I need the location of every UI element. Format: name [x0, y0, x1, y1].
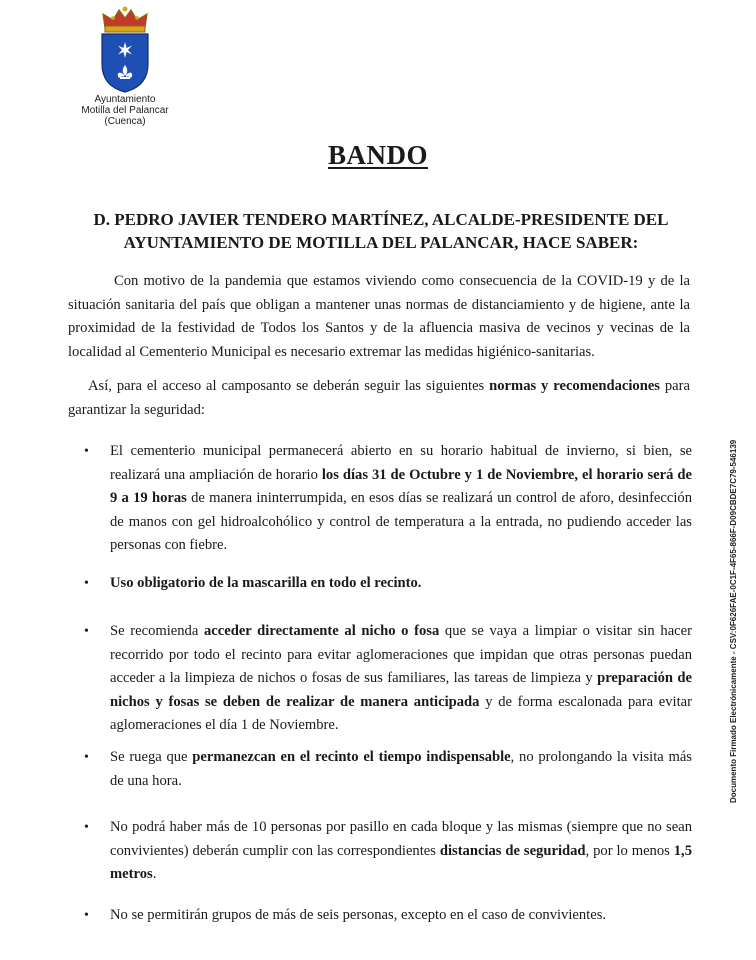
b4-text-bold: permanezcan en el recinto el tiempo indispensable — [192, 749, 511, 765]
b3-text-a: Se recomienda — [110, 623, 204, 639]
b3-text-e: y de forma escalonada para evitar aglomeraciones el día 1 de Noviembre. — [110, 693, 692, 733]
b5-text-c: , por lo menos — [585, 842, 674, 859]
p2-text-c: para garantizar la seguridad: — [68, 378, 690, 418]
org-name-line3: (Cuenca) — [104, 116, 146, 127]
b5-text-a: No podrá haber más de 10 personas por pasillo en cada bloque y las mismas (siempre que no sean convivientes) deberán cumplir con las correspondientes — [110, 819, 692, 859]
list-item — [68, 572, 692, 596]
list-item-text — [110, 620, 692, 738]
b5-text-bold2: 1,5 metros — [110, 842, 692, 882]
list-item-text — [110, 816, 692, 887]
list-item-text — [110, 746, 692, 793]
b3-text-c: que se vaya a limpiar o visitar sin hacer recorrido por todo el recinto para evitar aglomeraciones que impidan que otras personas puedan acceder a la limpieza de nichos o fosas de sus familiares, las tareas de limpieza y — [110, 623, 692, 686]
bullet-icon: • — [84, 576, 89, 591]
rules-intro-paragraph — [68, 375, 690, 422]
title-text: BANDO — [327, 140, 428, 170]
list-item — [68, 620, 692, 738]
b3-text-bold2: preparación de nichos y fosas se deben de realizar de manera anticipada — [110, 670, 692, 710]
bullet-icon: • — [84, 750, 89, 765]
b1-text-c: de manera ininterrumpida, en esos días se realizará un control de aforo, desinfección de manos con gel hidroalcohólico y control de temperatura a la entrada, no pudiendo acceder las personas con fiebre. — [110, 490, 693, 553]
b5-text-bold1: distancias de seguridad — [439, 842, 586, 859]
bullet-icon: • — [84, 624, 89, 639]
municipal-logo — [72, 4, 178, 127]
bullet-icon: • — [84, 820, 89, 835]
signature-csv-text: Documento Firmado Electrónicamente - CSV:0F626FAE-0C1F-4F65-866F-D09CBDE7C79-546139 — [729, 439, 738, 803]
b4-text-c: , no prolongando la visita más de una hora. — [110, 749, 692, 789]
b3-text-bold1: acceder directamente al nicho o fosa — [203, 623, 440, 639]
p2-text-bold: normas y recomendaciones — [489, 378, 660, 394]
mayor-heading — [66, 208, 696, 254]
document-title — [0, 140, 756, 171]
coat-of-arms-icon — [97, 4, 153, 94]
list-item — [68, 904, 692, 928]
list-item-text: No se permitirán grupos de más de seis personas, excepto en el caso de convivientes. — [110, 907, 607, 923]
electronic-signature-strip — [722, 418, 736, 803]
b1-text-a: El cementerio municipal permanecerá abierto en su horario habitual de invierno, si bien, se realizará una ampliación de horario — [110, 443, 692, 483]
list-item-text — [110, 440, 692, 558]
org-name-line1: Ayuntamiento — [94, 94, 156, 105]
b2-text-bold: Uso obligatorio de la mascarilla en todo el recinto. — [110, 575, 422, 591]
list-item — [68, 816, 692, 887]
heading-line2: AYUNTAMIENTO DE MOTILLA DEL PALANCAR, HACE SABER: — [123, 233, 639, 252]
p2-text-a: Así, para el acceso al camposanto se deberán seguir las siguientes — [88, 378, 490, 394]
heading-line1: D. PEDRO JAVIER TENDERO MARTÍNEZ, ALCALDE-PRESIDENTE DEL — [93, 210, 669, 229]
bullet-icon: • — [84, 444, 89, 459]
b5-text-e: . — [152, 866, 157, 882]
intro-paragraph: Con motivo de la pandemia que estamos viviendo como consecuencia de la COVID-19 y de la situación sanitaria del país que obligan a mantener unas normas de distanciamiento y de higiene, ante la proximidad de la festividad de Todos los Santos y de la afluencia masiva de vecinos y vecinas de la localidad al Cementerio Municipal es necesario extremar las medidas higiénico-sanitarias. — [68, 273, 690, 360]
list-item — [68, 440, 692, 558]
list-item — [68, 746, 692, 793]
list-item-text — [110, 572, 692, 596]
b1-text-bold: los días 31 de Octubre y 1 de Noviembre, el horario será de 9 a 19 horas — [110, 466, 692, 506]
org-name-line2: Motilla del Palancar — [81, 105, 169, 116]
b4-text-a: Se ruega que — [110, 749, 193, 765]
bullet-icon: • — [84, 908, 89, 923]
